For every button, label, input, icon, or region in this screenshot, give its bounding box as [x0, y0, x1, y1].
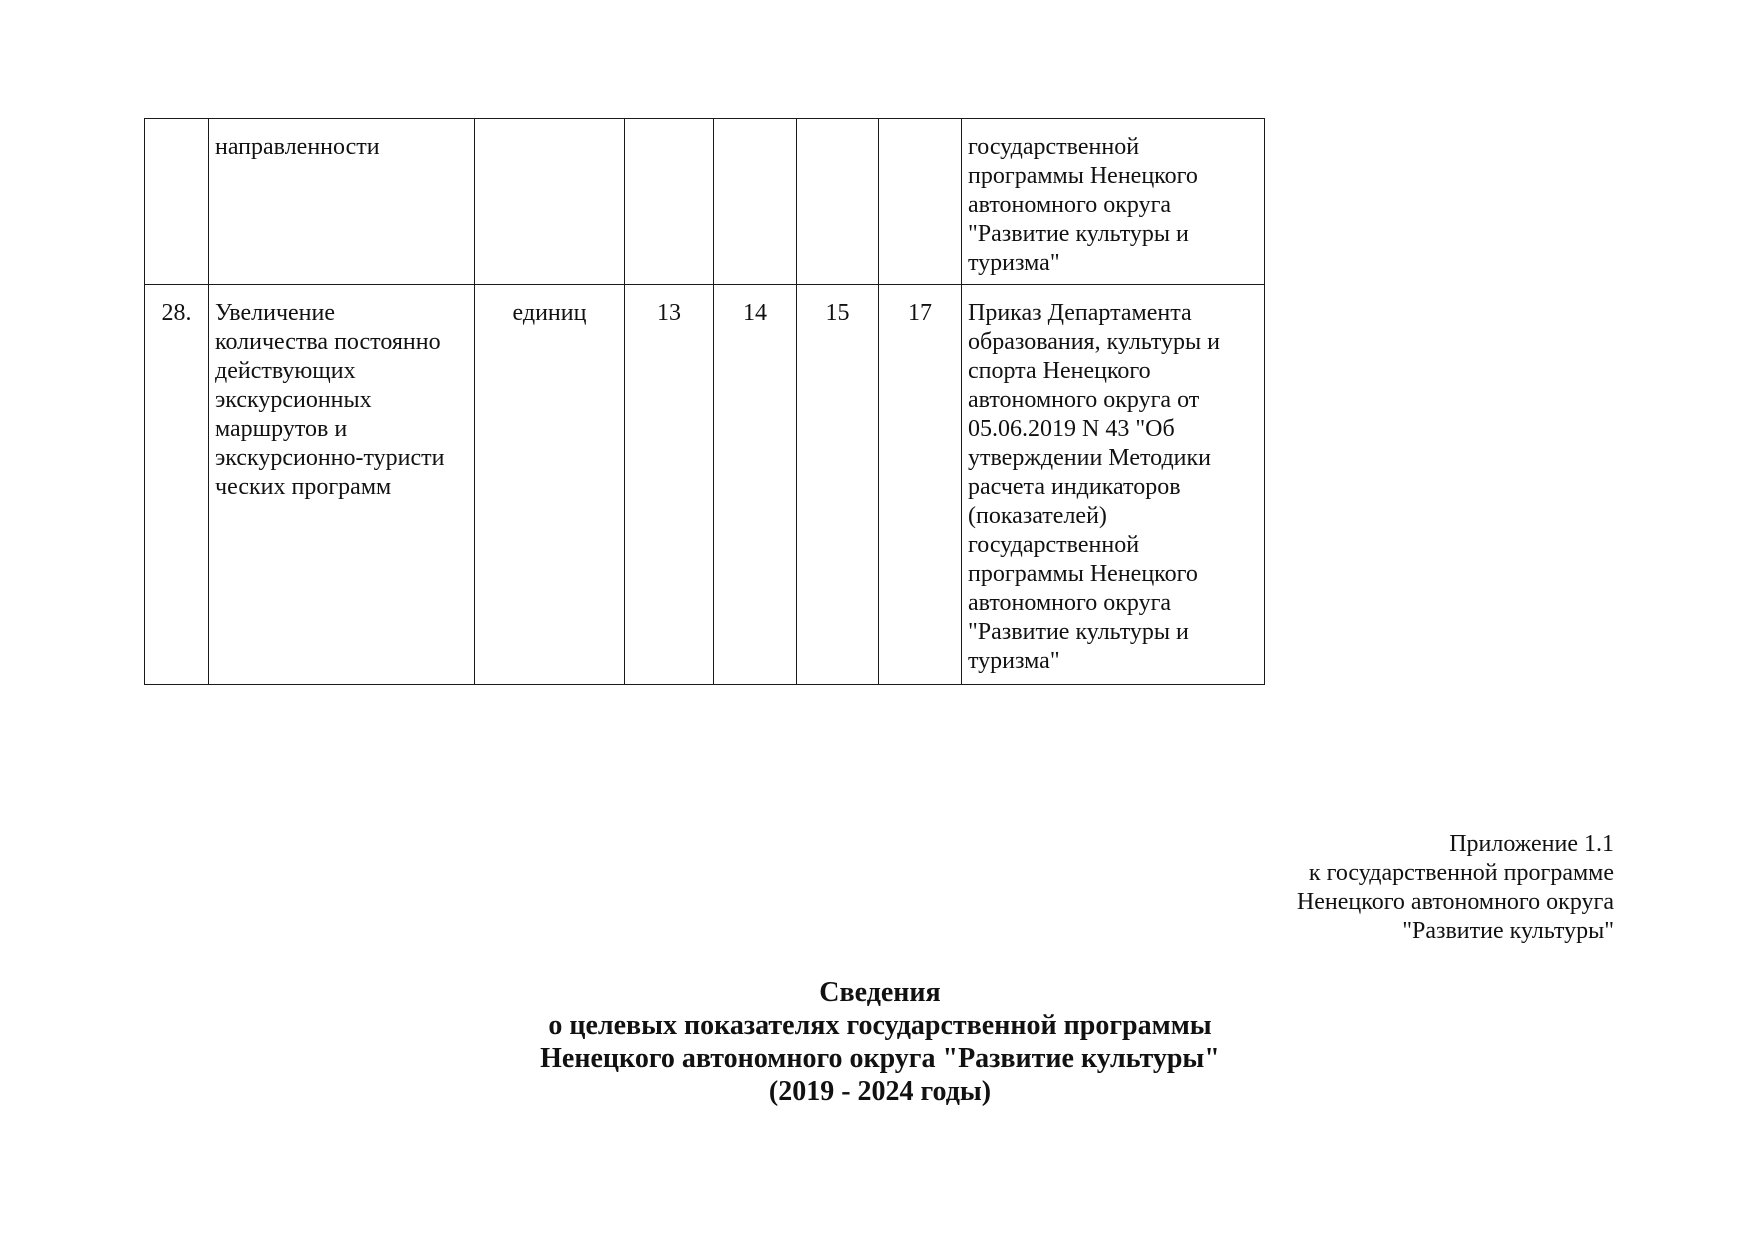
value-cell: [797, 119, 879, 285]
indicator-name-cell: [209, 119, 475, 285]
row-number-cell: [145, 285, 209, 685]
value: 15: [825, 300, 850, 326]
indicator-name: направленности: [215, 134, 380, 160]
unit-cell: [475, 285, 625, 685]
appendix-line: к государственной программе: [1308, 860, 1614, 886]
value-cell: [879, 119, 962, 285]
document-heading: [0, 976, 1754, 1108]
source-text: Приказ Департамента образования, культуры и спорта Ненецкого автономного округа от 05.06.2019 N 43 "Об утверждении Методики расчета индикаторов (показателей) государственной программы Ненецкого автономного округа "Развитие культуры и туризма": [968, 300, 1221, 674]
value-cell: [797, 285, 879, 685]
indicators-table: [144, 118, 1265, 685]
appendix-line: Приложение 1.1: [1449, 831, 1614, 857]
row-number-cell: [145, 119, 209, 285]
appendix-line: Ненецкого автономного округа: [1296, 889, 1614, 915]
heading-years: (2019 - 2024 годы): [768, 1076, 992, 1107]
value-cell: [714, 285, 797, 685]
table-row: [145, 285, 1265, 685]
value: 13: [657, 300, 681, 326]
heading-line: о целевых показателях государственной программы: [548, 1010, 1212, 1041]
row-number: 28.: [161, 300, 192, 326]
value-cell: [714, 119, 797, 285]
heading-line: Ненецкого автономного округа "Развитие культуры": [540, 1043, 1220, 1074]
appendix-note: [1297, 830, 1614, 946]
value-cell: [879, 285, 962, 685]
value: 17: [908, 300, 932, 326]
indicator-name: Увеличение количества постоянно действующих экскурсионных маршрутов и экскурсионно-туристи ческих программ: [215, 300, 445, 500]
unit-cell: [475, 119, 625, 285]
table-row: [145, 119, 1265, 285]
source-text: государственной программы Ненецкого автономного округа "Развитие культуры и туризма": [968, 134, 1198, 276]
appendix-line: "Развитие культуры": [1402, 918, 1614, 944]
indicator-name-cell: [209, 285, 475, 685]
value: 14: [743, 300, 767, 326]
unit: единиц: [512, 300, 587, 326]
source-cell: [962, 285, 1265, 685]
value-cell: [625, 119, 714, 285]
source-cell: [962, 119, 1265, 285]
value-cell: [625, 285, 714, 685]
heading-title: Сведения: [819, 977, 941, 1008]
